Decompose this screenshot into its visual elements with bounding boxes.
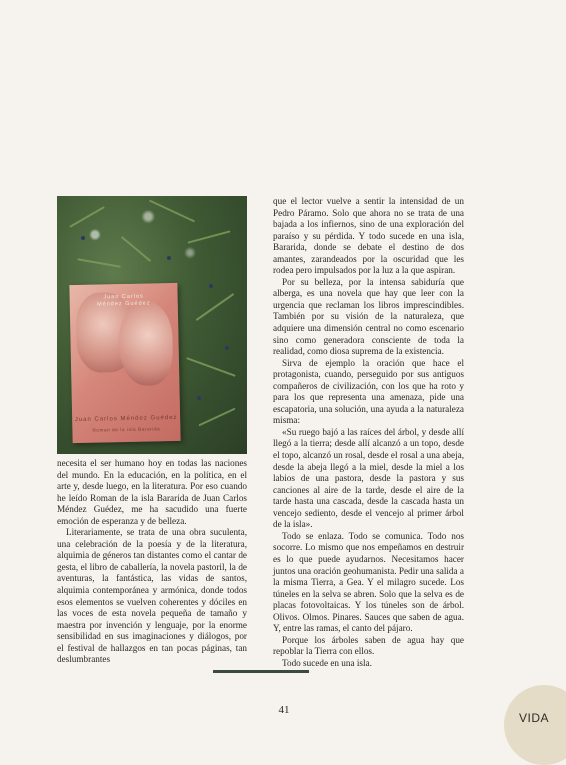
- quote-paragraph: «Su ruego bajó a las raíces del árbol, y desde allí llegó a la tierra; desde allí alcanzó a un topo, desde el topo, alcanzó un rosal, desde el rosal a una abeja, desde la abeja llegó a la miel, desde la miel a los labios de una pastora, desde la pastora y sus canciones al aire de la tarde, desde el aire de la tarde hasta una cascada, desde la cascada hasta un vencejo sediento, desde el vencejo al primer árbol de la isla».: [273, 426, 464, 530]
- paragraph: Sirva de ejemplo la oración que hace el protagonista, cuando, perseguido por sus antiguos compañeros de civilización, con los que ha roto y para los que representa una amenaza, pide una escapatoria, una solución, una ayuda a la naturaleza misma:: [273, 357, 464, 426]
- book-cover-title: Roman de la isla Bararida: [92, 426, 161, 433]
- paragraph: necesita el ser humano hoy en todas las naciones del mundo. En la educación, en la política, en el arte y, desde luego, en la literatura. Por eso cuando he leído Roman de la isla Bararida de Juan Carlos Méndez Guédez, me ha sacudido una fuerte emoción de esperanza y de belleza.: [57, 458, 247, 526]
- book-cover-spine: Juan Carlos Méndez Guédez: [97, 293, 151, 308]
- book-cover-author: Juan Carlos Méndez Guédez: [74, 414, 178, 424]
- section-label: VIDA: [519, 711, 550, 725]
- right-column: [273, 196, 464, 669]
- book-photo: [57, 196, 247, 454]
- paragraph: Por su belleza, por la intensa sabiduría que alberga, es una novela que hay que leer con la urgencia que reclaman los libros imprescindibles. También por su visión de la naturaleza, que adquiere una dimensión central no como escenario sino como generadora consciente de toda la realidad, como diosa suprema de la existencia.: [273, 276, 464, 357]
- paragraph: Literariamente, se trata de una obra suculenta, una celebración de la poesía y de la literatura, alquimia de géneros tan distantes como el cantar de gesta, el libro de caballería, la novela pastoril, la de aventuras, la fantástica, las vidas de santos, alquimia contemporánea y armónica, donde todos esos elementos se vuelven coherentes y dóciles en las voces de esta novela pequeña de tamaño y maestra por invención y lenguaje, por la enorme sensibilidad en sus imaginaciones y diálogos, por el festival de hallazgos en tan pocas páginas, tan deslumbrantes: [57, 527, 247, 665]
- paragraph: Todo sucede en una isla.: [282, 657, 372, 668]
- paragraph: Todo se enlaza. Todo se comunica. Todo nos socorre. Lo mismo que nos empeñamos en destruir es lo que puede ayudarnos. Necesitamos hacer juntos una oración geohumanista. Pedir una salida a la misma Tierra, a Gea. Y el milagro sucede. Los túneles en la selva se abren. Solo que la selva es de placas fotovoltaicas. Y los túneles son de árbol. Olivos. Olmos. Pinares. Sauces que saben de agua. Y, entre las ramas, el canto del pájaro.: [273, 530, 464, 634]
- page-number: 41: [278, 704, 290, 716]
- divider-rule: [213, 670, 309, 673]
- paragraph: que el lector vuelve a sentir la intensidad de un Pedro Páramo. Solo que ahora no se trata de una bajada a los infiernos, sino de una exploración del paraíso y su pérdida. Y todo sucede en una isla, Bararida, donde se debate el destino de dos amantes, zarandeados por la oscuridad que les rodea pero impulsados por la luz a la que aspiran.: [273, 196, 464, 276]
- book-cover: [69, 283, 180, 443]
- paragraph: Porque los árboles saben de agua hay que repoblar la Tierra con ellos.: [273, 634, 464, 657]
- left-column: [57, 458, 247, 666]
- corner-decoration: [504, 685, 566, 765]
